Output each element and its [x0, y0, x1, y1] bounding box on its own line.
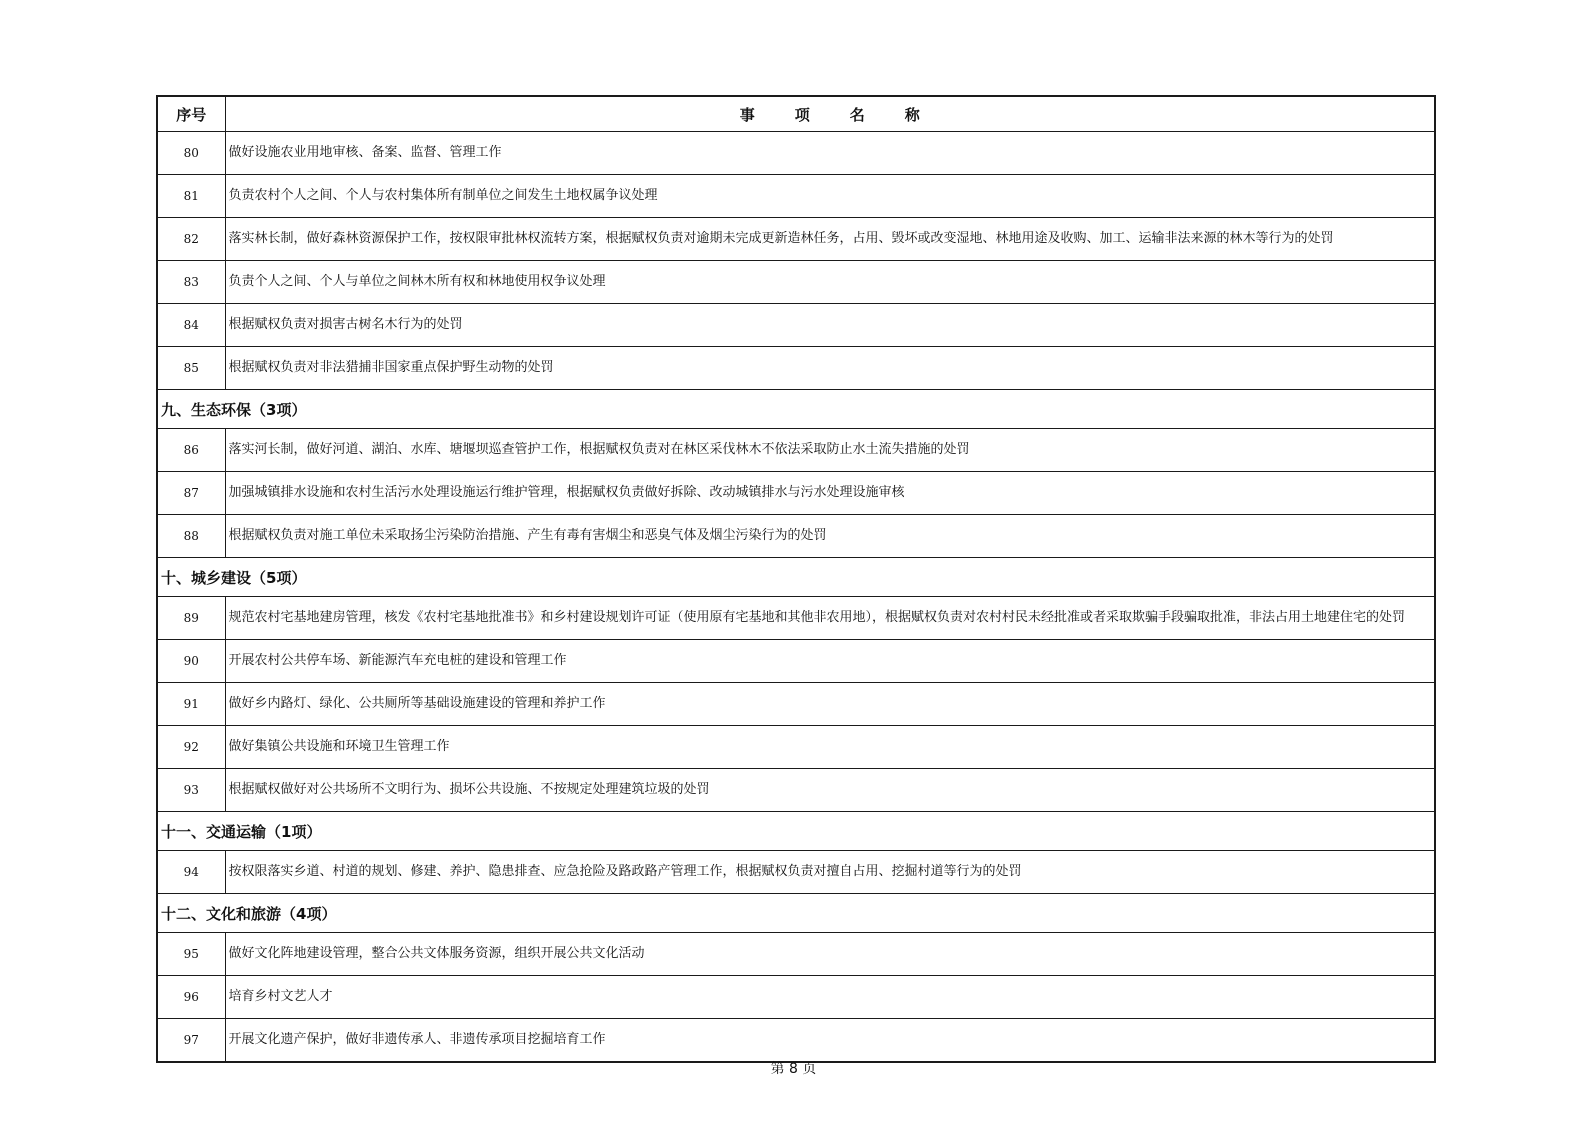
serial-number-cell: 96: [157, 976, 225, 1019]
table-row: [157, 769, 1435, 812]
section-title: 十、城乡建设（5项）: [157, 558, 1435, 597]
table-row: [157, 132, 1435, 175]
serial-number-cell: 88: [157, 515, 225, 558]
table-row: [157, 683, 1435, 726]
section-header-row: [157, 390, 1435, 429]
header-item-name: 事项名称: [225, 96, 1435, 132]
item-name-cell: 根据赋权负责对损害古树名木行为的处罚: [225, 304, 1435, 347]
table-row: [157, 261, 1435, 304]
serial-number-cell: 82: [157, 218, 225, 261]
table-row: [157, 640, 1435, 683]
table-row: [157, 472, 1435, 515]
table-row: [157, 347, 1435, 390]
section-title: 九、生态环保（3项）: [157, 390, 1435, 429]
items-table: [156, 95, 1436, 1063]
serial-number-cell: 90: [157, 640, 225, 683]
section-title: 十一、交通运输（1项）: [157, 812, 1435, 851]
table-row: [157, 976, 1435, 1019]
table-row: [157, 218, 1435, 261]
table-row: [157, 933, 1435, 976]
item-name-cell: 根据赋权做好对公共场所不文明行为、损坏公共设施、不按规定处理建筑垃圾的处罚: [225, 769, 1435, 812]
item-name-cell: 负责个人之间、个人与单位之间林木所有权和林地使用权争议处理: [225, 261, 1435, 304]
serial-number-cell: 97: [157, 1019, 225, 1063]
serial-number-cell: 86: [157, 429, 225, 472]
item-name-cell: 落实河长制，做好河道、湖泊、水库、塘堰坝巡查管护工作，根据赋权负责对在林区采伐林木不依法采取防止水土流失措施的处罚: [225, 429, 1435, 472]
serial-number-cell: 81: [157, 175, 225, 218]
table-row: [157, 175, 1435, 218]
item-name-cell: 落实林长制，做好森林资源保护工作，按权限审批林权流转方案，根据赋权负责对逾期未完成更新造林任务，占用、毁坏或改变湿地、林地用途及收购、加工、运输非法来源的林木等行为的处罚: [225, 218, 1435, 261]
table-header-row: [157, 96, 1435, 132]
item-name-cell: 开展文化遗产保护，做好非遗传承人、非遗传承项目挖掘培育工作: [225, 1019, 1435, 1063]
item-name-cell: 根据赋权负责对施工单位未采取扬尘污染防治措施、产生有毒有害烟尘和恶臭气体及烟尘污染行为的处罚: [225, 515, 1435, 558]
serial-number-cell: 89: [157, 597, 225, 640]
page-number: 第 8 页: [770, 1061, 817, 1077]
table-row: [157, 304, 1435, 347]
item-name-cell: 负责农村个人之间、个人与农村集体所有制单位之间发生土地权属争议处理: [225, 175, 1435, 218]
serial-number-cell: 87: [157, 472, 225, 515]
table-row: [157, 515, 1435, 558]
table-row: [157, 429, 1435, 472]
section-header-row: [157, 894, 1435, 933]
table-row: [157, 1019, 1435, 1063]
table-row: [157, 726, 1435, 769]
item-name-cell: 做好集镇公共设施和环境卫生管理工作: [225, 726, 1435, 769]
item-name-cell: 加强城镇排水设施和农村生活污水处理设施运行维护管理，根据赋权负责做好拆除、改动城镇排水与污水处理设施审核: [225, 472, 1435, 515]
section-header-row: [157, 812, 1435, 851]
serial-number-cell: 92: [157, 726, 225, 769]
table-body: [157, 132, 1435, 1063]
item-name-cell: 做好文化阵地建设管理，整合公共文体服务资源，组织开展公共文化活动: [225, 933, 1435, 976]
serial-number-cell: 94: [157, 851, 225, 894]
header-serial-number: 序号: [157, 96, 225, 132]
serial-number-cell: 84: [157, 304, 225, 347]
table-row: [157, 597, 1435, 640]
serial-number-cell: 95: [157, 933, 225, 976]
item-name-cell: 做好设施农业用地审核、备案、监督、管理工作: [225, 132, 1435, 175]
serial-number-cell: 83: [157, 261, 225, 304]
serial-number-cell: 85: [157, 347, 225, 390]
item-name-cell: 开展农村公共停车场、新能源汽车充电桩的建设和管理工作: [225, 640, 1435, 683]
table-row: [157, 851, 1435, 894]
section-title: 十二、文化和旅游（4项）: [157, 894, 1435, 933]
item-name-cell: 根据赋权负责对非法猎捕非国家重点保护野生动物的处罚: [225, 347, 1435, 390]
serial-number-cell: 93: [157, 769, 225, 812]
serial-number-cell: 80: [157, 132, 225, 175]
item-name-cell: 规范农村宅基地建房管理，核发《农村宅基地批准书》和乡村建设规划许可证（使用原有宅基地和其他非农用地），根据赋权负责对农村村民未经批准或者采取欺骗手段骗取批准，非法占用土地建住宅的处罚: [225, 597, 1435, 640]
item-name-cell: 培育乡村文艺人才: [225, 976, 1435, 1019]
section-header-row: [157, 558, 1435, 597]
item-name-cell: 做好乡内路灯、绿化、公共厕所等基础设施建设的管理和养护工作: [225, 683, 1435, 726]
serial-number-cell: 91: [157, 683, 225, 726]
item-name-cell: 按权限落实乡道、村道的规划、修建、养护、隐患排查、应急抢险及路政路产管理工作，根据赋权负责对擅自占用、挖掘村道等行为的处罚: [225, 851, 1435, 894]
